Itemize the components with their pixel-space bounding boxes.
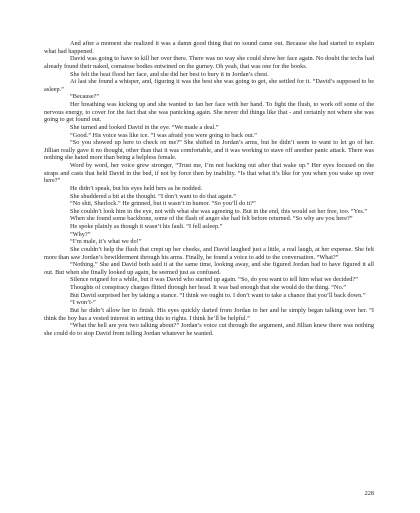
paragraph: “Why?”	[70, 230, 91, 238]
paragraph: “So you showed up here to check on me?” She shifted in Jordan’s arms, but he didn’t seem to want to let go of her. Jillian really gave it no thought, other than that it was comfortable, and it was working to stave off another panic attack. There was nothing she hated more than being a helpless female.	[44, 139, 374, 162]
paragraph: Her breathing was kicking up and she wanted to fan her face with her hand. To fight the flush, to work off some of the nervous energy, to cover for the fact that she was panicking again. She never did things like that - and certainly not where she was going to get found out.	[44, 101, 374, 124]
paragraph: She turned and looked David in the eye. “We made a deal.”	[70, 123, 219, 131]
paragraph: David was going to have to kill her over there. There was no way she could show her face again. No doubt the techs had already found their naked, comatose bodies entwined on the gurney. Oh yeah, that was one for the books.	[44, 55, 374, 70]
paragraph: Thoughts of conspiracy charges flitted through her head. It was bad enough that she would do the thing. “No.”	[70, 284, 347, 291]
paragraph: She felt the heat flood her face, and she did her best to bury it in Jordan’s chest.	[70, 70, 269, 78]
paragraph: Word by word, her voice grew stronger, “Trust me, I’m not backing out after that wake up.” Her eyes focused on the straps and casts that held David in the bed, if not by force then by inability. “Is that what it’s like for you when you wake up over here?”	[44, 162, 374, 185]
paragraph: And after a moment she realized it was a damn good thing that no sound came out. Because she had started to explain what had happened.	[44, 40, 374, 55]
paragraph: But he didn’t allow her to finish. His eyes quickly darted from Jordan to her and he simply began talking over her. “I think the boy has a vested interest in setting this to rights. I think he’ll be helpful.”	[44, 306, 374, 322]
paragraph: She couldn’t look him in the eye, not with what she was agreeing to. But in the end, this would set her free, too. “Yes.”	[70, 207, 368, 215]
paragraph: “No shit, Sherlock.” He grinned, but it wasn’t in humor. “So you’ll do it?”	[70, 200, 256, 208]
paragraph: When she found some backbone, some of the flash of anger she had felt before returned. “So why are you here?”	[70, 215, 353, 223]
page-body-text	[44, 40, 374, 337]
paragraph: He didn’t speak, but his eyes held hers as he nodded.	[70, 184, 203, 192]
paragraph: He spoke plainly as though it wasn’t his fault. “I fell asleep.”	[70, 223, 223, 230]
paragraph: But David surprised her by taking a stance. “I think we ought to. I don’t want to take a chance that you’ll back down.”	[70, 291, 366, 299]
paragraph: “I won’t-”	[70, 299, 96, 307]
page-number: 228	[364, 490, 374, 497]
paragraph: “Nothing.” She and David both said it at the same time, looking away, and she figured Jordan had to have figured it all out. But when she finally looked up again, he seemed just as confused.	[44, 261, 374, 276]
paragraph: “Because?”	[70, 93, 100, 101]
paragraph: “I’m male, it’s what we do!”	[70, 238, 142, 246]
paragraph: At last she found a whisper, and, figuring it was the best she was going to get, she settled for it. “David’s supposed to be asleep.”	[44, 78, 374, 93]
paragraph: She couldn’t help the flush that crept up her cheeks, and David laughed just a little, a real laugh, at her expense. She felt more than saw Jordan’s bewilderment through his arms. Finally, he found a voice to add to the conversation. “What?”	[44, 245, 374, 261]
paragraph: Silence reigned for a while, but it was David who started up again. “So, do you want to tell him what we decided?”	[70, 276, 358, 284]
paragraph: She shuddered a bit at the thought. “I don’t want to do that again.”	[70, 192, 236, 200]
paragraph: “What the hell are you two talking about?” Jordan’s voice cut through the argument, and Jillian knew there was nothing she could do to stop David from telling Jordan whatever he wanted.	[44, 322, 374, 337]
paragraph: “Good.” His voice was like ice. “I was afraid you were going to back out.”	[70, 131, 257, 139]
